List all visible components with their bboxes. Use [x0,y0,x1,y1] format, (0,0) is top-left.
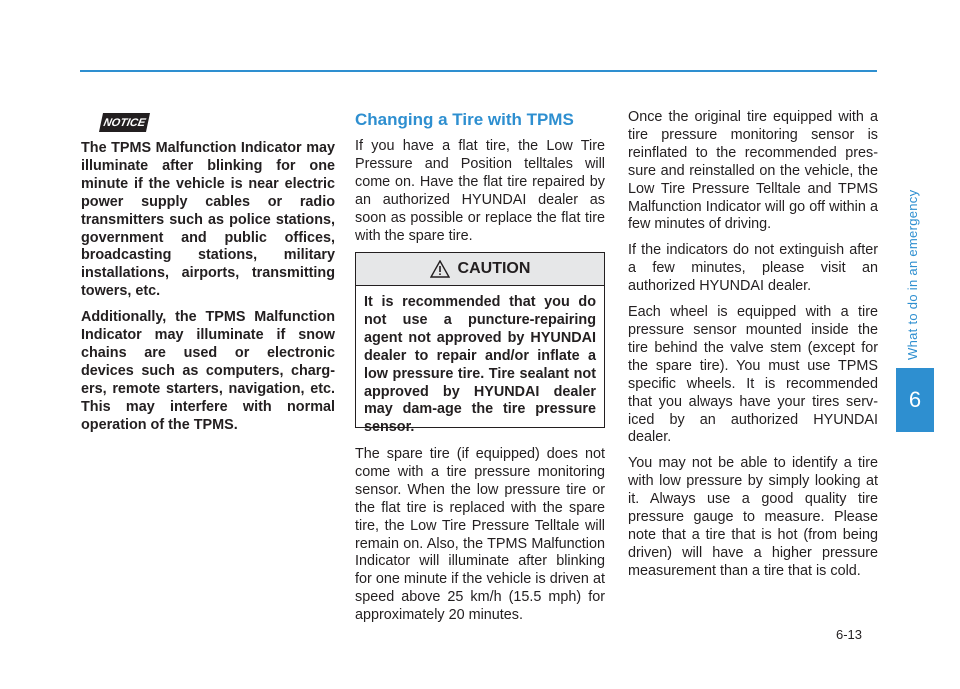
paragraph-wheel-sensor: Each wheel is equipped with a tire pressure sensor mounted inside the tire behind the valve stem (except for the spare tire). You must use TPMS specific wheels. It is recommended that you always have your tires serv-iced by an authorized HYUNDAI dealer. [628,304,878,446]
top-rule [80,70,877,72]
notice-badge [99,113,150,132]
paragraph-identify-tire: You may not be able to identify a tire with low pressure by simply looking at it. Always use a good quality tire pressure gauge to measure. Please note that a tire that is hot (from being driven) will have a higher pressure measurement than a tire that is cold. [628,455,878,579]
section-heading: Changing a Tire with TPMS [355,110,574,129]
caution-box [355,252,605,436]
paragraph-flat-tire: If you have a flat tire, the Low Tire Pressure and Position telltales will come on. Have the flat tire repaired by an authorized HYUNDAI dealer as soon as possible or replace the flat tire with the spare tire. [355,138,605,244]
section-title: What to do in an emergency [905,189,920,360]
caution-text: It is recommended that you do not use a puncture-repairing agent not approved by HYUNDAI dealer to repair and/or inflate a low pressure tire. Tire sealant not approved by HYUNDAI dealer may dam-age the tire pressure sensor. [364,294,596,436]
column-2 [355,110,605,253]
notice-paragraph-1: The TPMS Malfunction Indicator may illuminate after blinking for one minute if the vehicle is near electric power supply cables or radio transmitters such as police stations, government and public offices, broadcasting stations, military installations, airports, transmitting towers, etc. [81,140,335,300]
caution-label: CAUTION [457,260,531,277]
column-3 [628,109,878,589]
page-number: 6-13 [836,627,863,642]
paragraph-spare-tire: The spare tire (if equipped) does not come with a tire pressure monitoring sensor. When the low pressure tire or the flat tire is replaced with the spare tire, the Low Tire Pressure Telltale will remain on. Also, the TPMS Malfunction Indicator will illuminate after blinking for one minute if the vehicle is driven at speed above 25 km/h (15.5 mph) for approximately 20 minutes. [355,446,605,624]
notice-paragraph-2: Additionally, the TPMS Malfunction Indicator may illuminate if snow chains are used or electronic devices such as computers, charg-ers, remote starters, navigation, etc. This may interfere with normal operation of the TPMS. [81,309,335,433]
chapter-tab: 6 [896,368,934,432]
notice-text [81,140,335,443]
warning-triangle-icon [430,260,450,278]
paragraph-reinflated: Once the original tire equipped with a tire pressure monitoring sensor is reinflated to the recommended pres-sure and reinstalled on the vehicle, the Low Tire Pressure Telltale and TPMS Malfunction Indicator will go off within a few minutes of driving. [628,109,878,233]
paragraph-indicators: If the indicators do not extinguish after a few minutes, please visit an authorized HYUNDAI dealer. [628,242,878,295]
caution-header [356,253,604,286]
notice-label: NOTICE [102,116,147,129]
